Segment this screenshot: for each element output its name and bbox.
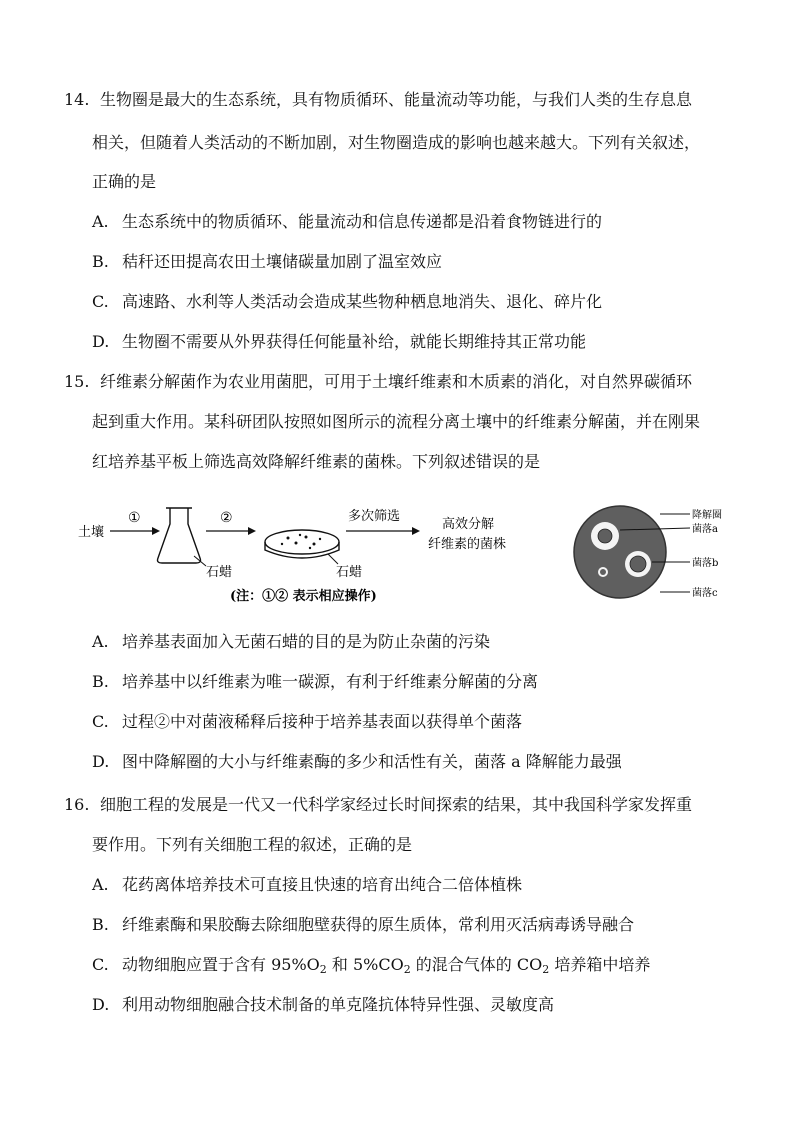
- question-16-option-d: [92, 995, 554, 1015]
- step-2-label: ②: [220, 510, 233, 526]
- question-16-option-a: [92, 875, 522, 895]
- question-16-number: 16.: [64, 795, 90, 814]
- option-letter: B.: [92, 252, 109, 271]
- question-14-option-b: [92, 252, 442, 272]
- option-text: 生物圈不需要从外界获得任何能量补给，就能长期维持其正常功能: [122, 332, 587, 351]
- arrow-2-head: [248, 527, 256, 535]
- question-15-stem-line-1: 纤维素分解菌作为农业用菌肥，可用于土壤纤维素和木质素的消化，对自然界碳循环: [100, 372, 693, 391]
- question-15-option-d: [92, 752, 622, 772]
- question-14-stem-line-3: 正确的是: [92, 172, 157, 191]
- option-text: 图中降解圈的大小与纤维素酶的多少和活性有关，菌落 a 降解能力最强: [122, 752, 622, 771]
- question-14-option-a: [92, 212, 602, 232]
- result-label-line-1: 高效分解: [442, 517, 495, 532]
- question-15-option-a: [92, 632, 490, 652]
- option-text: 利用动物细胞融合技术制备的单克隆抗体特异性强、灵敏度高: [122, 995, 555, 1014]
- arrow-1-head: [152, 527, 160, 535]
- option-text: [122, 955, 650, 974]
- wax-2-pointer: [328, 554, 338, 564]
- arrow-3-head: [412, 527, 420, 535]
- option-text: 过程②中对菌液稀释后接种于培养基表面以获得单个菌落: [122, 712, 523, 731]
- option-letter: C.: [92, 292, 109, 311]
- question-16-stem-line-2: 要作用。下列有关细胞工程的叙述，正确的是: [92, 835, 413, 854]
- diagram-note: (注：①② 表示相应操作): [230, 589, 377, 604]
- question-15-stem-line-3: 红培养基平板上筛选高效降解纤维素的菌株。下列叙述错误的是: [92, 452, 541, 471]
- question-14-option-c: [92, 292, 602, 312]
- question-15-option-c: [92, 712, 522, 732]
- option-text-part: 的混合气体的 CO: [410, 955, 543, 974]
- question-15-option-b: [92, 672, 538, 692]
- step-1-label: ①: [128, 510, 141, 526]
- colony-c-label: 菌落c: [692, 588, 718, 599]
- colony-b: [630, 556, 646, 572]
- subscript: 2: [319, 963, 327, 976]
- question-15-stem-line-2: 起到重大作用。某科研团队按照如图所示的流程分离土壤中的纤维素分解菌，并在刚果: [92, 412, 701, 431]
- congo-red-plate: [574, 506, 666, 598]
- option-text-part: 和 5%CO: [326, 955, 404, 974]
- option-letter: D.: [92, 332, 110, 351]
- halo-label: 降解圈: [692, 510, 722, 521]
- option-letter: D.: [92, 995, 110, 1014]
- multi-screen-label: 多次筛选: [348, 509, 401, 524]
- option-letter: A.: [92, 875, 109, 894]
- question-14-stem-line-1: 生物圈是最大的生态系统，具有物质循环、能量流动等功能，与我们人类的生存息息: [100, 90, 693, 109]
- wax-2-label: 石蜡: [336, 565, 363, 580]
- option-letter: A.: [92, 212, 109, 231]
- flask-icon: [158, 508, 201, 563]
- option-text: 花药离体培养技术可直接且快速的培育出纯合二倍体植株: [122, 875, 523, 894]
- option-text-part: 动物细胞应置于含有 95%O: [122, 955, 320, 974]
- question-14-option-d: [92, 332, 586, 352]
- question-16-option-c: [92, 955, 650, 975]
- option-letter: C.: [92, 955, 109, 974]
- question-16-option-b: [92, 915, 634, 935]
- question-15-number: 15.: [64, 372, 90, 391]
- petri-dish-icon: [265, 530, 339, 554]
- colony-a: [598, 529, 612, 543]
- option-text: 纤维素酶和果胶酶去除细胞壁获得的原生质体，常利用灭活病毒诱导融合: [122, 915, 635, 934]
- option-text-part: 培养箱中培养: [549, 955, 651, 974]
- subscript: 2: [403, 963, 411, 976]
- colony-a-label: 菌落a: [692, 524, 718, 535]
- option-letter: C.: [92, 712, 109, 731]
- option-text: 生态系统中的物质循环、能量流动和信息传递都是沿着食物链进行的: [122, 212, 603, 231]
- option-letter: A.: [92, 632, 109, 651]
- option-letter: D.: [92, 752, 110, 771]
- option-letter: B.: [92, 915, 109, 934]
- option-text: 高速路、水利等人类活动会造成某些物种栖息地消失、退化、碎片化: [122, 292, 603, 311]
- question-16-stem-line-1: 细胞工程的发展是一代又一代科学家经过长时间探索的结果，其中我国科学家发挥重: [100, 795, 693, 814]
- soil-label: 土壤: [78, 525, 105, 540]
- result-label-line-2: 纤维素的菌株: [428, 537, 507, 552]
- question-14-stem-line-2: 相关，但随着人类活动的不断加剧，对生物圈造成的影响也越来越大。下列有关叙述，: [92, 133, 701, 152]
- option-text: 培养基中以纤维素为唯一碳源，有利于纤维素分解菌的分离: [122, 672, 539, 691]
- colony-c: [600, 569, 606, 575]
- colony-b-label: 菌落b: [692, 558, 719, 569]
- option-letter: B.: [92, 672, 109, 691]
- wax-1-label: 石蜡: [206, 565, 233, 580]
- option-text: 秸秆还田提高农田土壤储碳量加剧了温室效应: [122, 252, 443, 271]
- option-text: 培养基表面加入无菌石蜡的目的是为防止杂菌的污染: [122, 632, 491, 651]
- cellulose-bacteria-flow-diagram: [70, 500, 770, 620]
- subscript: 2: [542, 963, 550, 976]
- question-14-number: 14.: [64, 90, 90, 109]
